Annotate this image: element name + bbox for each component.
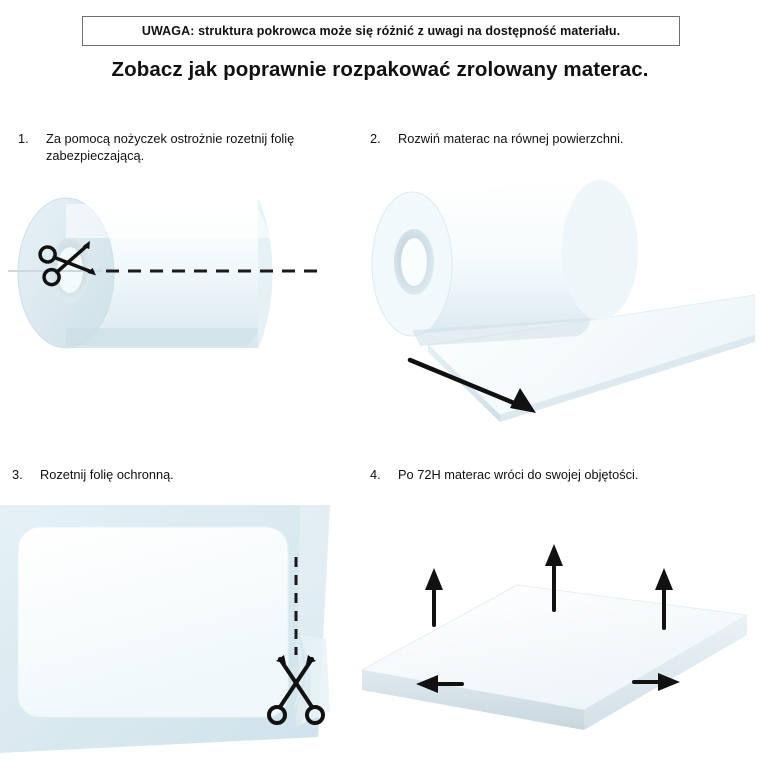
step-4-text: Po 72H materac wróci do swojej objętości. bbox=[398, 467, 639, 482]
arrow-up-icon-left bbox=[425, 568, 443, 625]
step-1-illustration bbox=[8, 178, 338, 393]
step-3-text: Rozetnij folię ochronną. bbox=[40, 467, 174, 482]
step-2-caption bbox=[370, 130, 700, 147]
step-4-illustration bbox=[352, 520, 752, 750]
notice-banner bbox=[82, 16, 680, 46]
notice-text: UWAGA: struktura pokrowca może się różnić z uwagi na dostępność materiału. bbox=[141, 24, 621, 38]
step-2-number: 2. bbox=[370, 131, 381, 146]
step-1-number: 1. bbox=[18, 131, 29, 146]
page-title: Zobacz jak poprawnie rozpakować zrolowany materac. bbox=[111, 58, 649, 81]
step-4-number: 4. bbox=[370, 467, 381, 482]
step-4-caption bbox=[370, 466, 720, 483]
step-2-text: Rozwiń materac na równej powierzchni. bbox=[398, 131, 624, 146]
step-3-caption bbox=[12, 466, 312, 483]
step-2-illustration bbox=[350, 160, 755, 430]
step-3-number: 3. bbox=[12, 467, 23, 482]
step-3-illustration bbox=[0, 505, 340, 755]
step-1-caption bbox=[18, 130, 318, 165]
step-1-text: Za pomocą nożyczek ostrożnie rozetnij folię zabezpieczającą. bbox=[46, 131, 295, 164]
